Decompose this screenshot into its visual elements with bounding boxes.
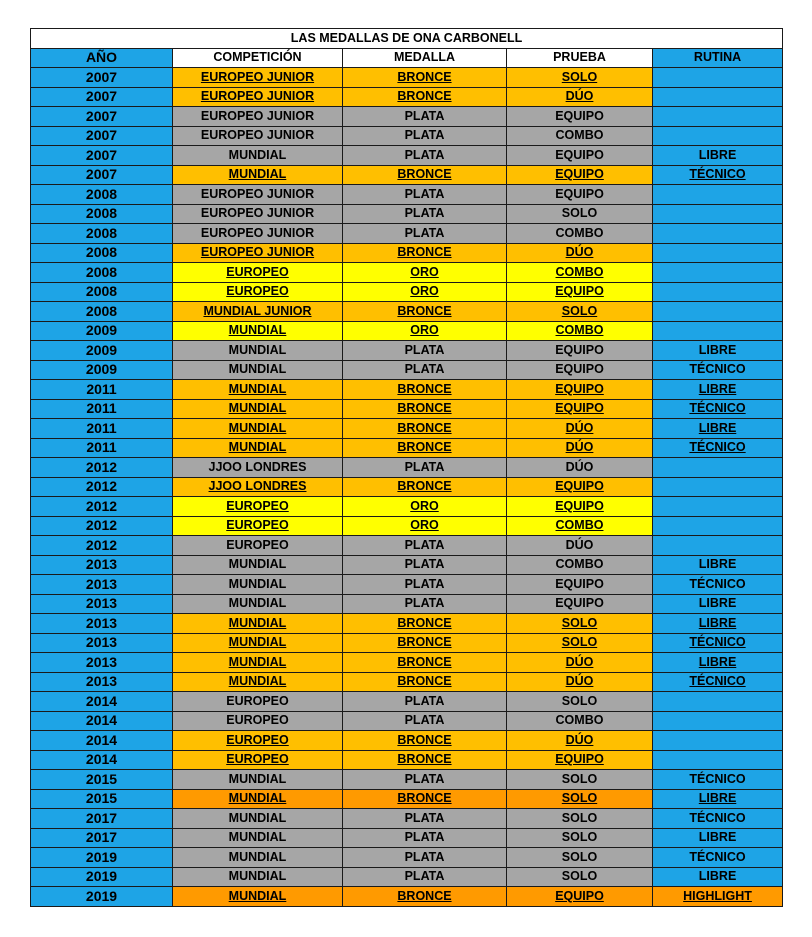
- year-cell: 2017: [31, 809, 173, 829]
- routine-cell: LIBRE: [653, 867, 783, 887]
- routine-cell: TÉCNICO: [653, 633, 783, 653]
- table-row: [31, 360, 783, 380]
- year-cell: 2014: [31, 692, 173, 712]
- event-cell: EQUIPO: [507, 107, 653, 127]
- year-cell: 2017: [31, 828, 173, 848]
- event-cell: SOLO: [507, 789, 653, 809]
- medal-cell: PLATA: [343, 126, 507, 146]
- competition-cell: EUROPEO JUNIOR: [173, 87, 343, 107]
- table-row: [31, 282, 783, 302]
- event-cell: EQUIPO: [507, 146, 653, 166]
- routine-cell: LIBRE: [653, 789, 783, 809]
- competition-cell: EUROPEO JUNIOR: [173, 224, 343, 244]
- year-cell: 2011: [31, 438, 173, 458]
- event-cell: SOLO: [507, 633, 653, 653]
- medal-cell: PLATA: [343, 146, 507, 166]
- competition-cell: MUNDIAL: [173, 399, 343, 419]
- table-row: [31, 302, 783, 322]
- routine-cell: HIGHLIGHT: [653, 887, 783, 907]
- year-cell: 2019: [31, 848, 173, 868]
- event-cell: SOLO: [507, 867, 653, 887]
- event-cell: DÚO: [507, 731, 653, 751]
- routine-cell: TÉCNICO: [653, 438, 783, 458]
- header-medal: MEDALLA: [343, 48, 507, 68]
- table-row: [31, 341, 783, 361]
- year-cell: 2019: [31, 867, 173, 887]
- table-row: [31, 458, 783, 478]
- year-cell: 2007: [31, 68, 173, 88]
- medal-cell: ORO: [343, 497, 507, 517]
- routine-cell: [653, 711, 783, 731]
- medal-cell: PLATA: [343, 867, 507, 887]
- competition-cell: EUROPEO: [173, 282, 343, 302]
- routine-cell: LIBRE: [653, 341, 783, 361]
- medal-cell: PLATA: [343, 341, 507, 361]
- routine-cell: LIBRE: [653, 380, 783, 400]
- routine-cell: [653, 536, 783, 556]
- competition-cell: MUNDIAL: [173, 594, 343, 614]
- medal-cell: PLATA: [343, 458, 507, 478]
- competition-cell: EUROPEO: [173, 263, 343, 283]
- competition-cell: EUROPEO: [173, 750, 343, 770]
- routine-cell: LIBRE: [653, 828, 783, 848]
- event-cell: EQUIPO: [507, 282, 653, 302]
- routine-cell: [653, 87, 783, 107]
- year-cell: 2009: [31, 321, 173, 341]
- year-cell: 2014: [31, 731, 173, 751]
- table-row: [31, 575, 783, 595]
- medal-cell: PLATA: [343, 711, 507, 731]
- medal-cell: PLATA: [343, 204, 507, 224]
- year-cell: 2013: [31, 653, 173, 673]
- event-cell: EQUIPO: [507, 399, 653, 419]
- medal-cell: PLATA: [343, 594, 507, 614]
- year-cell: 2013: [31, 575, 173, 595]
- routine-cell: [653, 107, 783, 127]
- medal-cell: PLATA: [343, 107, 507, 127]
- medal-cell: PLATA: [343, 809, 507, 829]
- routine-cell: [653, 185, 783, 205]
- year-cell: 2009: [31, 341, 173, 361]
- event-cell: COMBO: [507, 516, 653, 536]
- year-cell: 2013: [31, 594, 173, 614]
- routine-cell: TÉCNICO: [653, 399, 783, 419]
- event-cell: DÚO: [507, 438, 653, 458]
- table-row: [31, 848, 783, 868]
- event-cell: DÚO: [507, 419, 653, 439]
- event-cell: DÚO: [507, 87, 653, 107]
- routine-cell: LIBRE: [653, 555, 783, 575]
- routine-cell: [653, 477, 783, 497]
- event-cell: SOLO: [507, 848, 653, 868]
- year-cell: 2007: [31, 87, 173, 107]
- table-row: [31, 555, 783, 575]
- event-cell: EQUIPO: [507, 887, 653, 907]
- header-event: PRUEBA: [507, 48, 653, 68]
- medal-cell: BRONCE: [343, 750, 507, 770]
- competition-cell: MUNDIAL: [173, 828, 343, 848]
- event-cell: COMBO: [507, 321, 653, 341]
- year-cell: 2011: [31, 380, 173, 400]
- year-cell: 2007: [31, 146, 173, 166]
- medal-cell: PLATA: [343, 828, 507, 848]
- routine-cell: TÉCNICO: [653, 360, 783, 380]
- competition-cell: EUROPEO: [173, 731, 343, 751]
- year-cell: 2011: [31, 399, 173, 419]
- competition-cell: MUNDIAL: [173, 341, 343, 361]
- table-row: [31, 731, 783, 751]
- event-cell: SOLO: [507, 302, 653, 322]
- competition-cell: MUNDIAL: [173, 575, 343, 595]
- medal-cell: ORO: [343, 263, 507, 283]
- year-cell: 2011: [31, 419, 173, 439]
- competition-cell: MUNDIAL: [173, 614, 343, 634]
- medal-cell: ORO: [343, 516, 507, 536]
- medal-cell: PLATA: [343, 536, 507, 556]
- medal-cell: BRONCE: [343, 68, 507, 88]
- routine-cell: LIBRE: [653, 614, 783, 634]
- table-row: [31, 126, 783, 146]
- table-row: [31, 68, 783, 88]
- event-cell: SOLO: [507, 692, 653, 712]
- event-cell: DÚO: [507, 653, 653, 673]
- routine-cell: [653, 731, 783, 751]
- header-routine: RUTINA: [653, 48, 783, 68]
- medal-cell: BRONCE: [343, 789, 507, 809]
- year-cell: 2014: [31, 711, 173, 731]
- event-cell: SOLO: [507, 68, 653, 88]
- event-cell: SOLO: [507, 770, 653, 790]
- medal-cell: BRONCE: [343, 633, 507, 653]
- table-row: [31, 107, 783, 127]
- competition-cell: EUROPEO: [173, 536, 343, 556]
- competition-cell: EUROPEO: [173, 497, 343, 517]
- event-cell: EQUIPO: [507, 360, 653, 380]
- competition-cell: EUROPEO: [173, 692, 343, 712]
- event-cell: EQUIPO: [507, 575, 653, 595]
- routine-cell: TÉCNICO: [653, 165, 783, 185]
- medal-cell: BRONCE: [343, 438, 507, 458]
- medal-cell: PLATA: [343, 555, 507, 575]
- year-cell: 2007: [31, 165, 173, 185]
- medal-cell: BRONCE: [343, 731, 507, 751]
- medal-cell: PLATA: [343, 360, 507, 380]
- competition-cell: MUNDIAL: [173, 438, 343, 458]
- routine-cell: [653, 302, 783, 322]
- table-row: [31, 146, 783, 166]
- event-cell: EQUIPO: [507, 594, 653, 614]
- competition-cell: EUROPEO JUNIOR: [173, 107, 343, 127]
- routine-cell: TÉCNICO: [653, 848, 783, 868]
- competition-cell: EUROPEO: [173, 711, 343, 731]
- table-row: [31, 594, 783, 614]
- medal-cell: PLATA: [343, 185, 507, 205]
- table-row: [31, 419, 783, 439]
- table-row: [31, 633, 783, 653]
- event-cell: SOLO: [507, 204, 653, 224]
- event-cell: SOLO: [507, 809, 653, 829]
- medal-cell: PLATA: [343, 770, 507, 790]
- competition-cell: MUNDIAL: [173, 809, 343, 829]
- routine-cell: TÉCNICO: [653, 672, 783, 692]
- routine-cell: [653, 750, 783, 770]
- year-cell: 2019: [31, 887, 173, 907]
- event-cell: COMBO: [507, 263, 653, 283]
- competition-cell: MUNDIAL: [173, 653, 343, 673]
- competition-cell: EUROPEO JUNIOR: [173, 243, 343, 263]
- year-cell: 2008: [31, 204, 173, 224]
- routine-cell: [653, 321, 783, 341]
- table-row: [31, 497, 783, 517]
- year-cell: 2012: [31, 497, 173, 517]
- medals-sheet: [30, 28, 782, 907]
- routine-cell: LIBRE: [653, 653, 783, 673]
- header-row: [31, 48, 783, 68]
- competition-cell: MUNDIAL: [173, 789, 343, 809]
- routine-cell: [653, 263, 783, 283]
- competition-cell: EUROPEO JUNIOR: [173, 68, 343, 88]
- title-row: [31, 29, 783, 49]
- medal-cell: ORO: [343, 321, 507, 341]
- year-cell: 2013: [31, 633, 173, 653]
- event-cell: SOLO: [507, 828, 653, 848]
- medal-cell: BRONCE: [343, 653, 507, 673]
- competition-cell: MUNDIAL: [173, 146, 343, 166]
- routine-cell: LIBRE: [653, 594, 783, 614]
- year-cell: 2012: [31, 516, 173, 536]
- competition-cell: MUNDIAL: [173, 672, 343, 692]
- competition-cell: MUNDIAL: [173, 165, 343, 185]
- event-cell: EQUIPO: [507, 380, 653, 400]
- routine-cell: [653, 516, 783, 536]
- event-cell: DÚO: [507, 458, 653, 478]
- competition-cell: EUROPEO JUNIOR: [173, 204, 343, 224]
- table-row: [31, 438, 783, 458]
- routine-cell: [653, 126, 783, 146]
- event-cell: EQUIPO: [507, 497, 653, 517]
- medal-cell: BRONCE: [343, 399, 507, 419]
- table-row: [31, 828, 783, 848]
- table-row: [31, 653, 783, 673]
- year-cell: 2008: [31, 185, 173, 205]
- routine-cell: LIBRE: [653, 419, 783, 439]
- table-row: [31, 224, 783, 244]
- medal-cell: ORO: [343, 282, 507, 302]
- competition-cell: MUNDIAL JUNIOR: [173, 302, 343, 322]
- competition-cell: JJOO LONDRES: [173, 458, 343, 478]
- year-cell: 2009: [31, 360, 173, 380]
- table-row: [31, 321, 783, 341]
- table-row: [31, 536, 783, 556]
- header-year: AÑO: [31, 48, 173, 68]
- medal-cell: BRONCE: [343, 302, 507, 322]
- table-row: [31, 204, 783, 224]
- competition-cell: MUNDIAL: [173, 770, 343, 790]
- competition-cell: MUNDIAL: [173, 360, 343, 380]
- routine-cell: TÉCNICO: [653, 770, 783, 790]
- table-row: [31, 243, 783, 263]
- year-cell: 2012: [31, 536, 173, 556]
- event-cell: DÚO: [507, 243, 653, 263]
- event-cell: EQUIPO: [507, 165, 653, 185]
- medal-cell: PLATA: [343, 692, 507, 712]
- competition-cell: MUNDIAL: [173, 380, 343, 400]
- year-cell: 2008: [31, 302, 173, 322]
- year-cell: 2013: [31, 672, 173, 692]
- competition-cell: MUNDIAL: [173, 555, 343, 575]
- year-cell: 2013: [31, 555, 173, 575]
- event-cell: EQUIPO: [507, 477, 653, 497]
- routine-cell: [653, 224, 783, 244]
- event-cell: EQUIPO: [507, 341, 653, 361]
- routine-cell: [653, 497, 783, 517]
- event-cell: DÚO: [507, 672, 653, 692]
- medal-cell: BRONCE: [343, 380, 507, 400]
- year-cell: 2008: [31, 224, 173, 244]
- year-cell: 2007: [31, 107, 173, 127]
- table-row: [31, 770, 783, 790]
- year-cell: 2015: [31, 770, 173, 790]
- medal-cell: BRONCE: [343, 87, 507, 107]
- medal-cell: BRONCE: [343, 614, 507, 634]
- event-cell: COMBO: [507, 711, 653, 731]
- routine-cell: [653, 282, 783, 302]
- medal-cell: BRONCE: [343, 477, 507, 497]
- year-cell: 2008: [31, 243, 173, 263]
- event-cell: EQUIPO: [507, 185, 653, 205]
- medal-cell: BRONCE: [343, 165, 507, 185]
- table-row: [31, 672, 783, 692]
- routine-cell: TÉCNICO: [653, 809, 783, 829]
- competition-cell: EUROPEO: [173, 516, 343, 536]
- year-cell: 2014: [31, 750, 173, 770]
- competition-cell: MUNDIAL: [173, 848, 343, 868]
- year-cell: 2008: [31, 282, 173, 302]
- table-row: [31, 165, 783, 185]
- table-row: [31, 263, 783, 283]
- routine-cell: [653, 243, 783, 263]
- table-title: LAS MEDALLAS DE ONA CARBONELL: [31, 29, 783, 49]
- competition-cell: EUROPEO JUNIOR: [173, 126, 343, 146]
- table-row: [31, 380, 783, 400]
- table-row: [31, 711, 783, 731]
- year-cell: 2012: [31, 458, 173, 478]
- event-cell: SOLO: [507, 614, 653, 634]
- event-cell: EQUIPO: [507, 750, 653, 770]
- table-row: [31, 887, 783, 907]
- table-row: [31, 789, 783, 809]
- routine-cell: [653, 458, 783, 478]
- table-row: [31, 809, 783, 829]
- table-row: [31, 614, 783, 634]
- competition-cell: MUNDIAL: [173, 419, 343, 439]
- event-cell: COMBO: [507, 126, 653, 146]
- year-cell: 2012: [31, 477, 173, 497]
- medal-cell: BRONCE: [343, 243, 507, 263]
- table-row: [31, 87, 783, 107]
- routine-cell: TÉCNICO: [653, 575, 783, 595]
- table-row: [31, 867, 783, 887]
- event-cell: DÚO: [507, 536, 653, 556]
- year-cell: 2015: [31, 789, 173, 809]
- year-cell: 2008: [31, 263, 173, 283]
- medals-table: [30, 28, 783, 907]
- table-row: [31, 692, 783, 712]
- table-row: [31, 477, 783, 497]
- medal-cell: BRONCE: [343, 887, 507, 907]
- table-row: [31, 399, 783, 419]
- medal-cell: PLATA: [343, 224, 507, 244]
- table-row: [31, 185, 783, 205]
- table-row: [31, 750, 783, 770]
- competition-cell: JJOO LONDRES: [173, 477, 343, 497]
- event-cell: COMBO: [507, 224, 653, 244]
- competition-cell: MUNDIAL: [173, 887, 343, 907]
- medal-cell: BRONCE: [343, 419, 507, 439]
- routine-cell: [653, 692, 783, 712]
- year-cell: 2007: [31, 126, 173, 146]
- medal-cell: PLATA: [343, 575, 507, 595]
- competition-cell: MUNDIAL: [173, 867, 343, 887]
- medal-cell: PLATA: [343, 848, 507, 868]
- routine-cell: LIBRE: [653, 146, 783, 166]
- header-competition: COMPETICIÓN: [173, 48, 343, 68]
- medal-cell: BRONCE: [343, 672, 507, 692]
- event-cell: COMBO: [507, 555, 653, 575]
- year-cell: 2013: [31, 614, 173, 634]
- competition-cell: MUNDIAL: [173, 633, 343, 653]
- routine-cell: [653, 68, 783, 88]
- competition-cell: MUNDIAL: [173, 321, 343, 341]
- table-row: [31, 516, 783, 536]
- routine-cell: [653, 204, 783, 224]
- competition-cell: EUROPEO JUNIOR: [173, 185, 343, 205]
